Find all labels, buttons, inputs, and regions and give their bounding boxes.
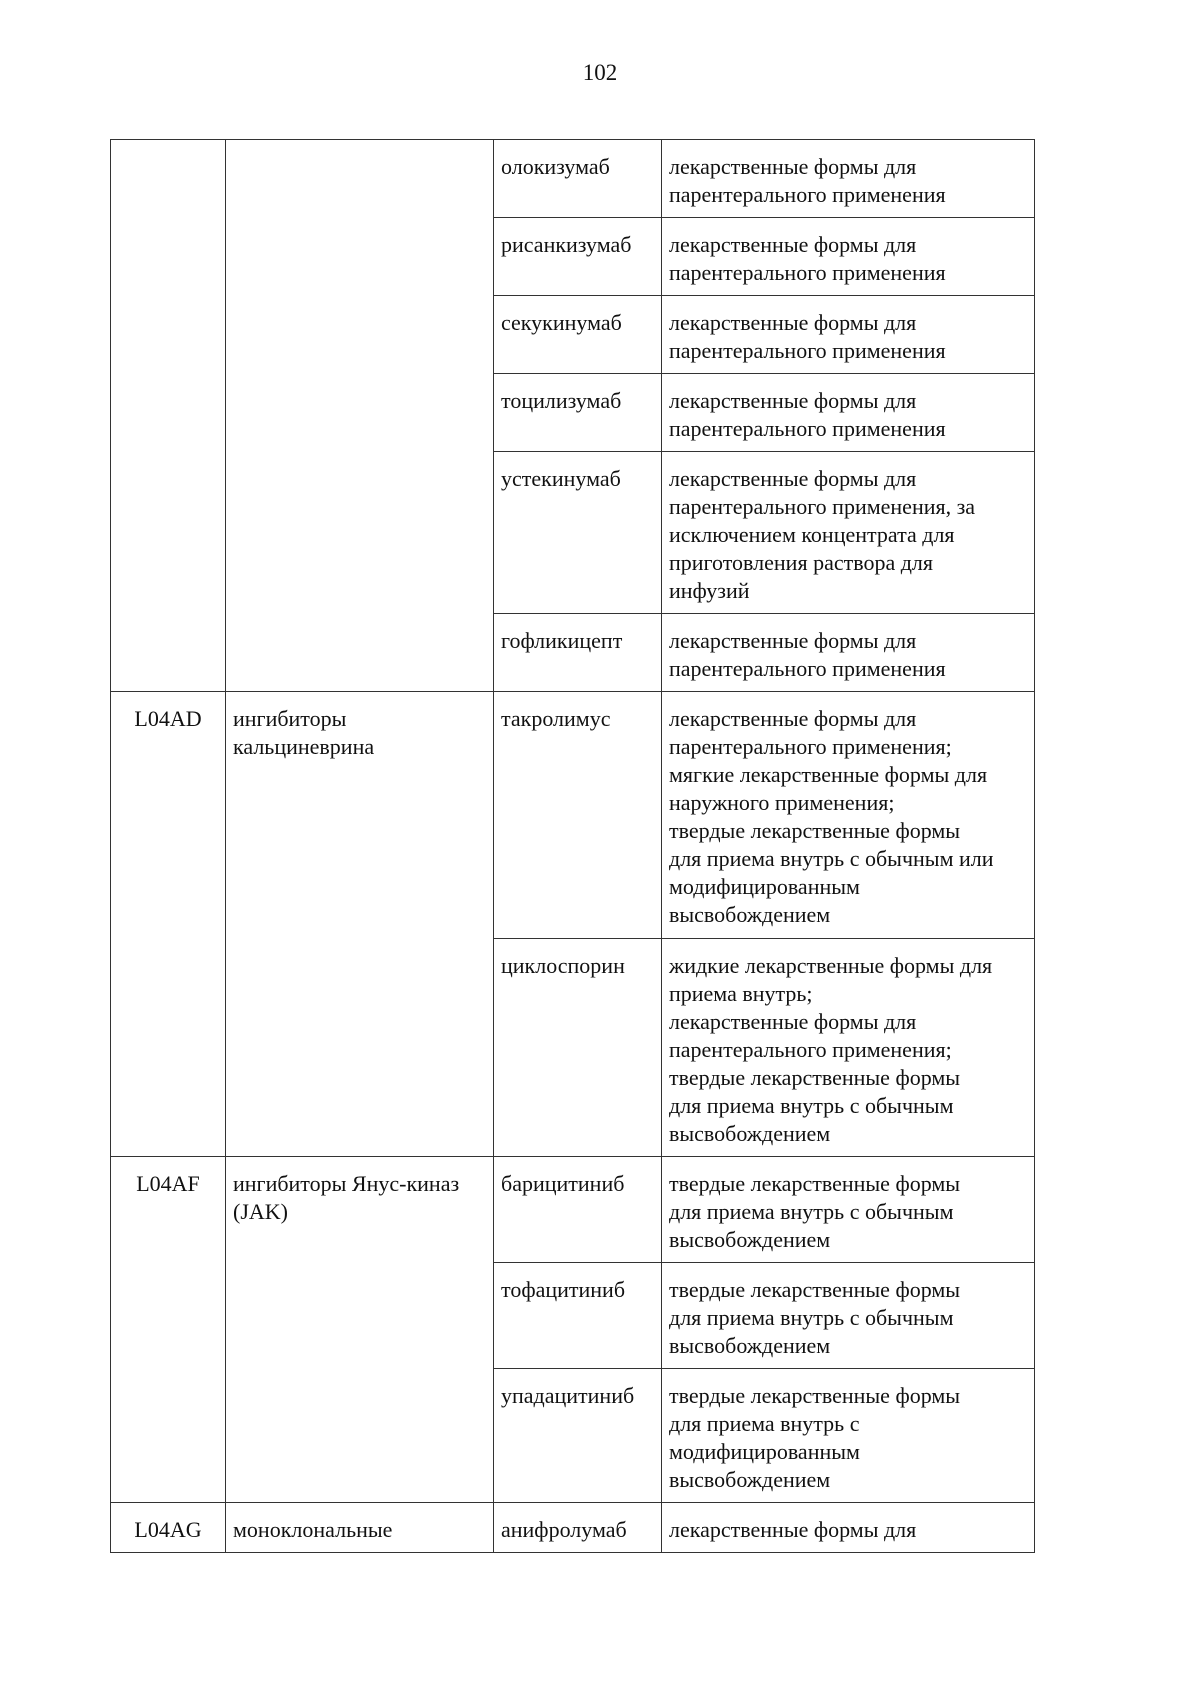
table-row	[111, 1157, 1035, 1263]
dosage-form-cell: твердые лекарственные формы для приема внутрь с обычным высвобождением	[662, 1263, 1035, 1369]
drug-name-cell: барицитиниб	[494, 1157, 662, 1263]
drug-name-cell: секукинумаб	[494, 296, 662, 374]
dosage-form-cell: твердые лекарственные формы для приема внутрь с модифицированным высвобождением	[662, 1369, 1035, 1503]
dosage-form-cell: лекарственные формы для парентерального применения	[662, 296, 1035, 374]
atc-code-cell: L04AG	[111, 1503, 226, 1553]
drug-name-cell: циклоспорин	[494, 939, 662, 1157]
drug-name-cell: гофликицепт	[494, 614, 662, 692]
dosage-form-cell: лекарственные формы для парентерального применения	[662, 218, 1035, 296]
atc-code-cell: L04AD	[111, 692, 226, 1157]
drug-name-cell: тофацитиниб	[494, 1263, 662, 1369]
dosage-form-cell: лекарственные формы для парентерального применения	[662, 374, 1035, 452]
drug-table	[110, 139, 1035, 1553]
dosage-form-cell: лекарственные формы для парентерального применения	[662, 140, 1035, 218]
group-name-cell	[226, 140, 494, 692]
dosage-form-cell: лекарственные формы для парентерального применения, за исключением концентрата для приготовления раствора для инфузий	[662, 452, 1035, 614]
dosage-form-cell: жидкие лекарственные формы для приема внутрь; лекарственные формы для парентерального применения; твердые лекарственные формы для приема внутрь с обычным высвобождением	[662, 939, 1035, 1157]
drug-name-cell: рисанкизумаб	[494, 218, 662, 296]
dosage-form-cell: лекарственные формы для парентерального применения	[662, 614, 1035, 692]
drug-name-cell: олокизумаб	[494, 140, 662, 218]
group-name-cell: ингибиторы кальциневрина	[226, 692, 494, 1157]
drug-name-cell: упадацитиниб	[494, 1369, 662, 1503]
atc-code-cell: L04AF	[111, 1157, 226, 1503]
drug-name-cell: устекинумаб	[494, 452, 662, 614]
table-row	[111, 1503, 1035, 1553]
drug-name-cell: тоцилизумаб	[494, 374, 662, 452]
drug-name-cell: такролимус	[494, 692, 662, 939]
dosage-form-cell: лекарственные формы для парентерального применения; мягкие лекарственные формы для наружного применения; твердые лекарственные формы для приема внутрь с обычным или модифицированным высвобождением	[662, 692, 1035, 939]
page-number: 102	[582, 60, 618, 85]
group-name-cell: ингибиторы Янус-киназ (JAK)	[226, 1157, 494, 1503]
drug-name-cell: анифролумаб	[494, 1503, 662, 1553]
atc-code-cell	[111, 140, 226, 692]
dosage-form-cell: твердые лекарственные формы для приема внутрь с обычным высвобождением	[662, 1157, 1035, 1263]
group-name-cell: моноклональные	[226, 1503, 494, 1553]
dosage-form-cell: лекарственные формы для	[662, 1503, 1035, 1553]
table-row	[111, 140, 1035, 218]
table-row	[111, 692, 1035, 939]
